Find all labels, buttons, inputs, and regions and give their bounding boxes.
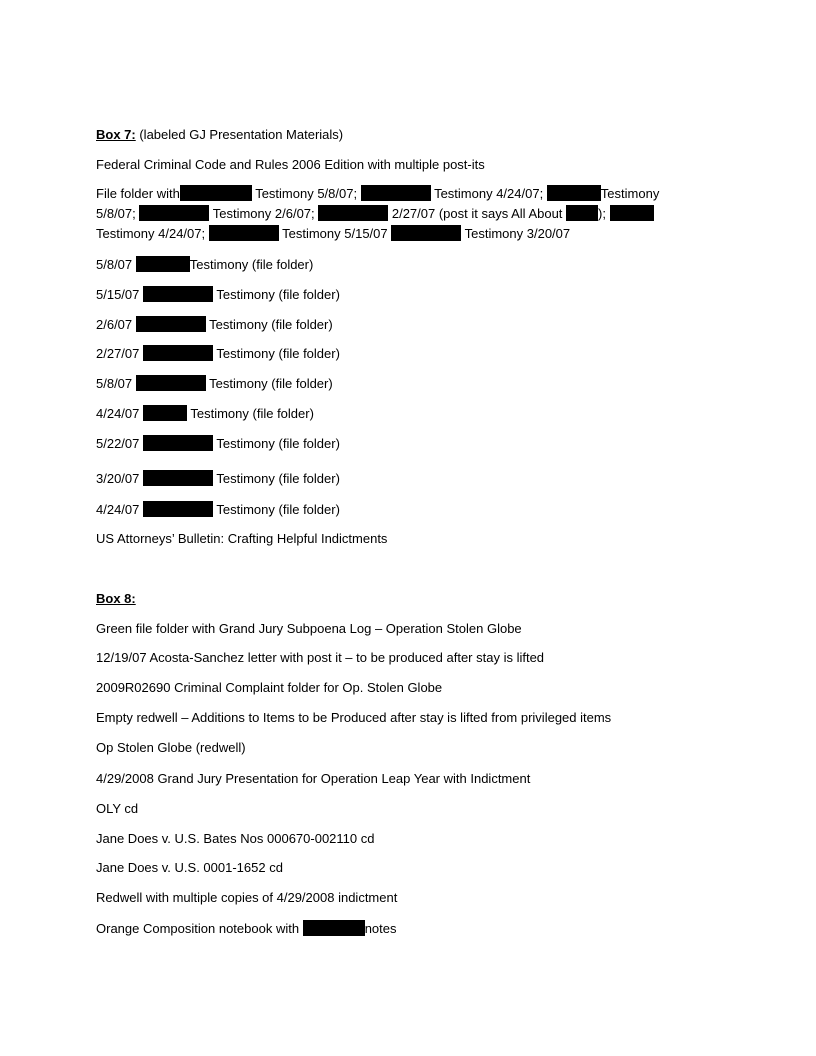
box7-heading-line bbox=[96, 127, 343, 143]
box8-item: 4/29/2008 Grand Jury Presentation for Operation Leap Year with Indictment bbox=[96, 771, 531, 786]
testimony-row bbox=[96, 256, 313, 273]
testimony-date: 5/8/07 bbox=[96, 376, 133, 391]
redaction-box bbox=[143, 501, 213, 517]
testimony-row bbox=[96, 286, 340, 303]
testimony-label: Testimony (file folder) bbox=[213, 346, 340, 361]
file-folder-line-3 bbox=[96, 224, 696, 244]
box8-item: Redwell with multiple copies of 4/29/2008 indictment bbox=[96, 890, 398, 905]
redaction-box bbox=[139, 205, 209, 221]
box8-item: Empty redwell – Additions to Items to be Produced after stay is lifted from privileged items bbox=[96, 710, 612, 725]
text-segment: 2/27/07 (post it says All About bbox=[388, 206, 567, 221]
box7-bulletin: US Attorneys’ Bulletin: Crafting Helpful Indictments bbox=[96, 531, 388, 546]
testimony-label: Testimony (file folder) bbox=[187, 406, 314, 421]
redaction-box bbox=[136, 256, 190, 272]
box7-heading-note: (labeled GJ Presentation Materials) bbox=[135, 127, 344, 142]
redaction-box bbox=[303, 920, 365, 936]
testimony-row bbox=[96, 435, 340, 452]
text-segment: Testimony 4/24/07; bbox=[430, 186, 547, 201]
box8-notebook-item bbox=[96, 920, 397, 937]
box7-item-code-rules: Federal Criminal Code and Rules 2006 Edition with multiple post-its bbox=[96, 157, 485, 172]
text-segment: Testimony bbox=[600, 186, 660, 201]
box8-item: Green file folder with Grand Jury Subpoena Log – Operation Stolen Globe bbox=[96, 621, 522, 636]
text-segment: Testimony 2/6/07; bbox=[209, 206, 319, 221]
text-segment: Testimony 4/24/07; bbox=[96, 226, 209, 241]
box8-item: OLY cd bbox=[96, 801, 139, 816]
box8-item: 12/19/07 Acosta-Sanchez letter with post it – to be produced after stay is lifted bbox=[96, 650, 545, 665]
redaction-box bbox=[566, 205, 598, 221]
testimony-date: 5/15/07 bbox=[96, 287, 140, 302]
file-folder-line-1 bbox=[96, 184, 696, 204]
redaction-box bbox=[180, 185, 252, 201]
redaction-box bbox=[143, 405, 187, 421]
testimony-date: 4/24/07 bbox=[96, 406, 140, 421]
file-folder-line-2 bbox=[96, 204, 696, 224]
text-segment: Orange Composition notebook with bbox=[96, 921, 303, 936]
text-segment: Testimony 5/8/07; bbox=[251, 186, 361, 201]
testimony-date: 4/24/07 bbox=[96, 502, 140, 517]
box8-item: Jane Does v. U.S. Bates Nos 000670-002110 cd bbox=[96, 831, 375, 846]
redaction-box bbox=[136, 375, 206, 391]
testimony-date: 5/22/07 bbox=[96, 436, 140, 451]
testimony-label: Testimony (file folder) bbox=[205, 317, 333, 332]
testimony-row bbox=[96, 375, 333, 392]
testimony-row bbox=[96, 470, 340, 487]
redaction-box bbox=[391, 225, 461, 241]
redaction-box bbox=[318, 205, 388, 221]
text-segment: File folder with bbox=[96, 186, 180, 201]
text-segment: notes bbox=[364, 921, 397, 936]
box7-heading: Box 7: bbox=[96, 127, 136, 142]
redaction-box bbox=[143, 345, 213, 361]
text-segment: Testimony 3/20/07 bbox=[461, 226, 571, 241]
testimony-date: 2/27/07 bbox=[96, 346, 140, 361]
testimony-row bbox=[96, 345, 340, 362]
testimony-row bbox=[96, 316, 333, 333]
text-segment: 5/8/07; bbox=[96, 206, 140, 221]
box8-heading: Box 8: bbox=[96, 591, 136, 606]
testimony-date: 2/6/07 bbox=[96, 317, 133, 332]
redaction-box bbox=[136, 316, 206, 332]
box7-file-folder-paragraph bbox=[96, 184, 696, 244]
testimony-label: Testimony (file folder) bbox=[189, 257, 314, 272]
testimony-label: Testimony (file folder) bbox=[205, 376, 333, 391]
box8-item: 2009R02690 Criminal Complaint folder for Op. Stolen Globe bbox=[96, 680, 443, 695]
testimony-label: Testimony (file folder) bbox=[213, 287, 340, 302]
testimony-label: Testimony (file folder) bbox=[213, 502, 340, 517]
text-segment: Testimony 5/15/07 bbox=[278, 226, 392, 241]
redaction-box bbox=[209, 225, 279, 241]
redaction-box bbox=[361, 185, 431, 201]
redaction-box bbox=[547, 185, 601, 201]
testimony-date: 3/20/07 bbox=[96, 471, 140, 486]
testimony-label: Testimony (file folder) bbox=[213, 436, 340, 451]
testimony-date: 5/8/07 bbox=[96, 257, 133, 272]
testimony-row bbox=[96, 501, 340, 518]
box8-item: Jane Does v. U.S. 0001-1652 cd bbox=[96, 860, 283, 875]
testimony-label: Testimony (file folder) bbox=[213, 471, 340, 486]
redaction-box bbox=[143, 435, 213, 451]
redaction-box bbox=[610, 205, 654, 221]
box8-item: Op Stolen Globe (redwell) bbox=[96, 740, 246, 755]
redaction-box bbox=[143, 470, 213, 486]
text-segment: ); bbox=[598, 206, 606, 221]
redaction-box bbox=[143, 286, 213, 302]
testimony-row bbox=[96, 405, 314, 422]
